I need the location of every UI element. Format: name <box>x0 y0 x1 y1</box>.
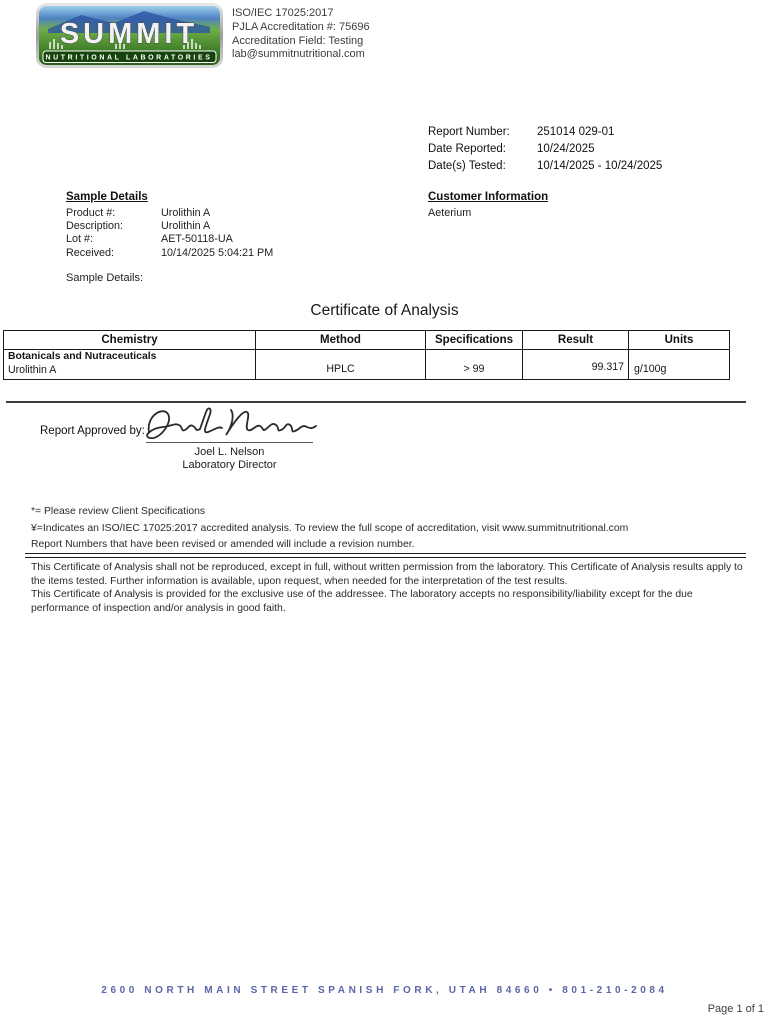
report-number-row <box>428 124 662 141</box>
description-row <box>66 220 273 233</box>
footnotes-block <box>31 504 628 554</box>
lab-address: 2600 NORTH MAIN STREET SPANISH FORK, UTAH 84660 • 801-210-2084 <box>101 985 668 996</box>
specification-cell: > 99 <box>426 350 523 380</box>
logo-tagline-text: NUTRITIONAL LABORATORIES <box>45 54 213 62</box>
signature-line <box>146 442 313 443</box>
customer-name: Aeterium <box>428 207 472 219</box>
product-label: Product #: <box>66 207 116 219</box>
lot-label: Lot #: <box>66 233 94 246</box>
product-value: Urolithin A <box>161 207 211 219</box>
dates-tested-row <box>428 158 662 175</box>
result-cell: 99.317 <box>523 350 629 380</box>
col-header-units: Units <box>629 331 730 350</box>
summit-logo <box>36 3 223 73</box>
footnote-revision: Report Numbers that have been revised or amended will include a revision number. <box>31 539 415 551</box>
received-value: 10/14/2025 5:04:21 PM <box>161 246 274 259</box>
received-label: Received: <box>66 246 115 259</box>
product-row <box>66 207 273 220</box>
report-number-label: Report Number: <box>428 126 510 138</box>
disclaimer-block <box>31 561 747 615</box>
category-label: Botanicals and Nutraceuticals <box>8 351 157 362</box>
double-rule <box>25 553 746 558</box>
received-row <box>66 247 273 260</box>
sample-details-secondary-label: Sample Details: <box>66 272 144 284</box>
date-reported-row <box>428 141 662 158</box>
dates-tested-label: Date(s) Tested: <box>428 160 506 172</box>
analyte-name: Urolithin A <box>8 364 57 376</box>
description-value: Urolithin A <box>161 220 211 233</box>
lot-row <box>66 233 273 246</box>
table-row <box>4 350 730 380</box>
table-header-row <box>4 331 730 350</box>
report-number-value: 251014 029-01 <box>537 126 615 138</box>
col-header-specifications: Specifications <box>426 331 523 350</box>
accreditation-line: ISO/IEC 17025:2017 <box>232 7 334 19</box>
lab-email: lab@summitnutritional.com <box>232 48 365 61</box>
units-cell: g/100g <box>629 350 730 380</box>
results-table <box>3 330 730 380</box>
accreditation-line: PJLA Accreditation #: 75696 <box>232 20 370 33</box>
logo-brand-text: SUMMIT <box>59 18 199 50</box>
disclaimer-paragraph: This Certificate of Analysis shall not be reproduced, except in full, without written permission from the laboratory. This Certificate of Analysis results apply to the items tested. Further information is available, upon request, when needed for the interpretation of the test results. <box>31 562 743 587</box>
date-reported-label: Date Reported: <box>428 143 506 155</box>
certificate-title: Certificate of Analysis <box>310 302 459 319</box>
col-header-chemistry: Chemistry <box>4 331 256 350</box>
sample-details-heading: Sample Details <box>66 191 148 203</box>
col-header-method: Method <box>256 331 426 350</box>
horizontal-rule <box>6 401 746 403</box>
accreditation-line: Accreditation Field: Testing <box>232 34 364 47</box>
accreditation-block <box>232 7 370 62</box>
customer-info-heading: Customer Information <box>428 191 549 203</box>
method-cell: HPLC <box>256 350 426 380</box>
summit-logo-graphic <box>36 3 223 68</box>
signer-title: Laboratory Director <box>182 459 277 471</box>
chemistry-cell <box>4 350 256 380</box>
signer-name: Joel L. Nelson <box>194 446 265 458</box>
page-number: Page 1 of 1 <box>707 1003 764 1015</box>
report-approved-by-label: Report Approved by: <box>40 425 145 437</box>
lot-value: AET-50118-UA <box>161 233 233 246</box>
sample-details-section <box>66 191 273 260</box>
dates-tested-value: 10/14/2025 - 10/24/2025 <box>537 160 663 172</box>
customer-info-section <box>428 191 548 219</box>
footnote-client-specs: *= Please review Client Specifications <box>31 506 206 517</box>
description-label: Description: <box>66 220 124 233</box>
date-reported-value: 10/24/2025 <box>537 143 595 155</box>
disclaimer-paragraph: This Certificate of Analysis is provided for the exclusive use of the addressee. The laboratory accepts no responsibility/liability except for the due performance of inspection and/or analysis in good faith. <box>31 589 693 614</box>
col-header-result: Result <box>523 331 629 350</box>
signature-image <box>135 402 325 446</box>
report-info-block <box>428 124 662 175</box>
footnote-accredited-analysis: ¥=Indicates an ISO/IEC 17025:2017 accredited analysis. To review the full scope of accreditation, visit www.summitnutritional.com <box>31 522 629 534</box>
